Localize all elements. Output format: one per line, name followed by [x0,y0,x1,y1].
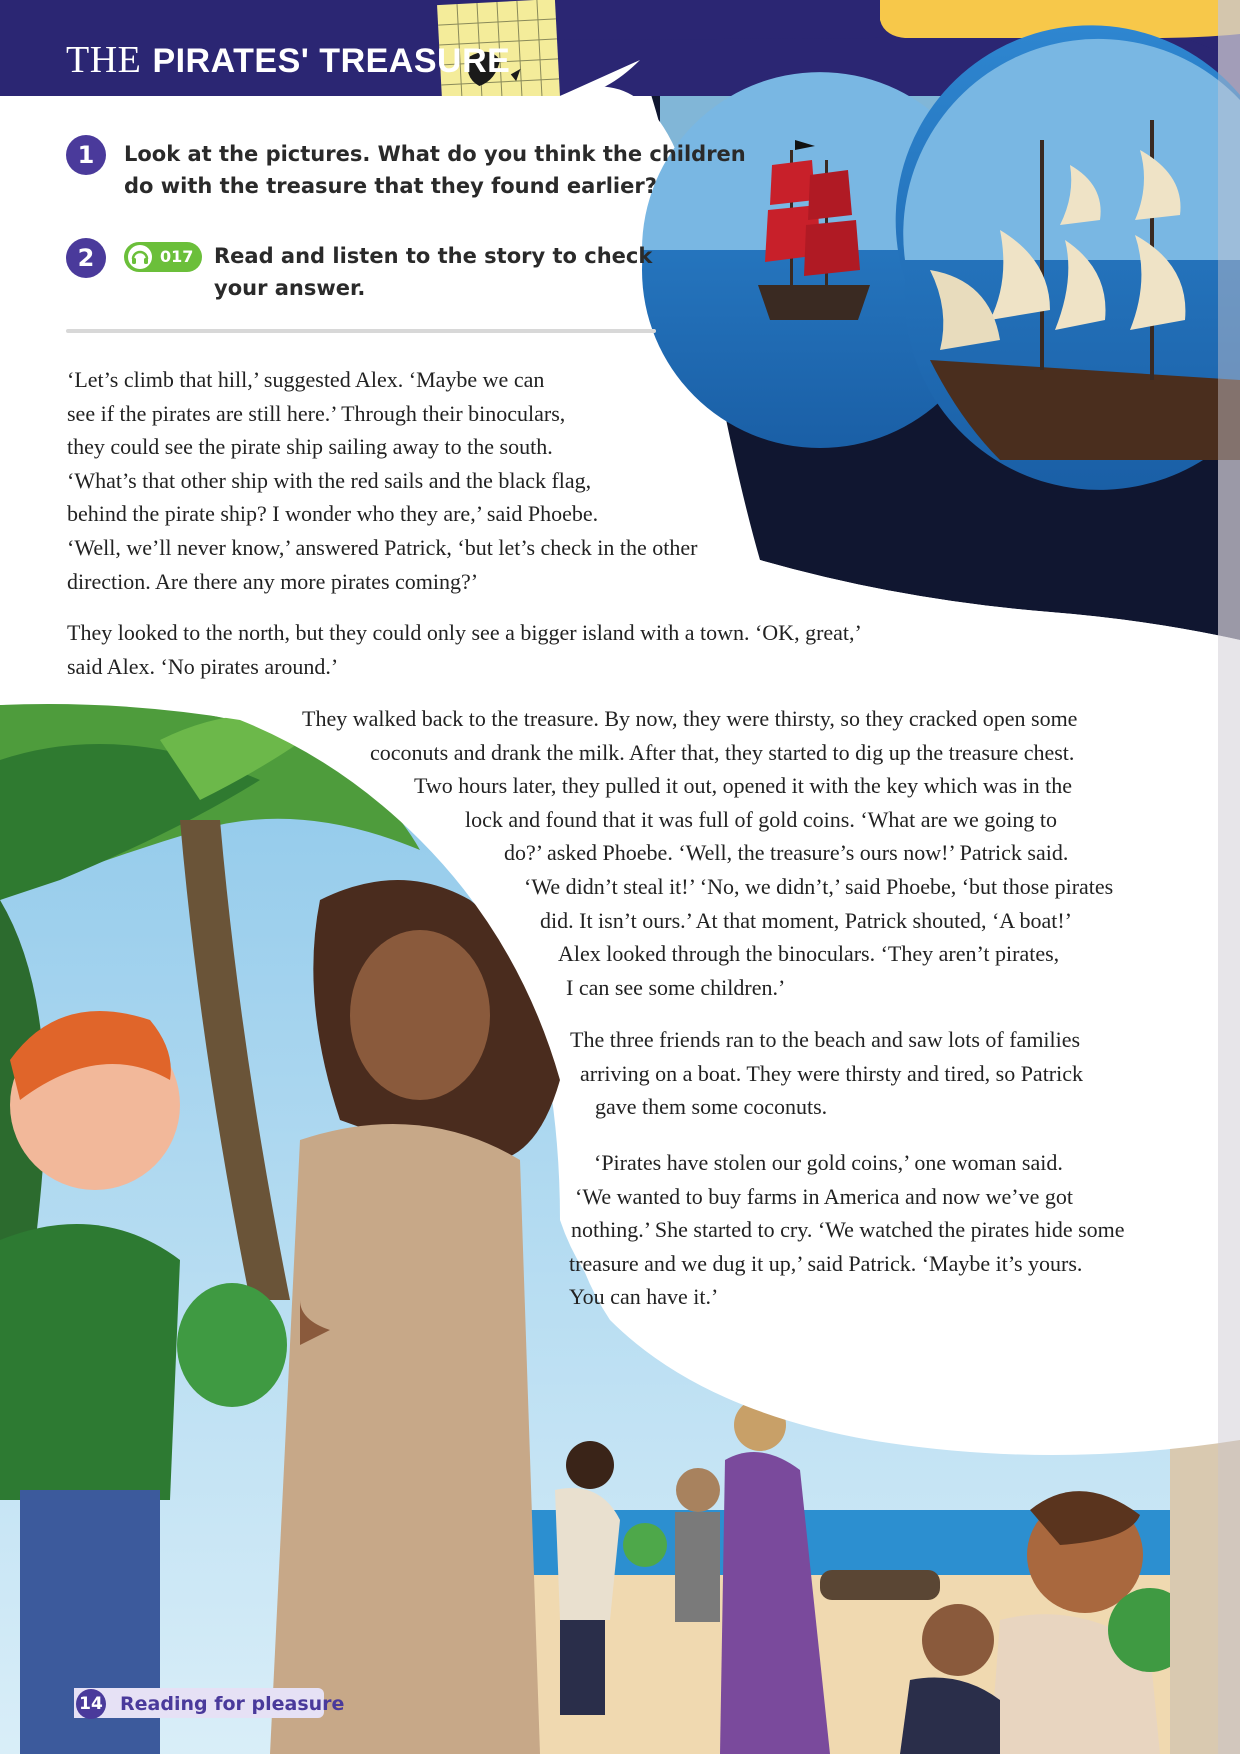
story-line: direction. Are there any more pirates coming?’ [67,569,479,594]
story-line: I can see some children.’ [566,975,786,1000]
story-line: ‘What’s that other ship with the red sails and the black flag, [67,468,592,493]
story-line: The three friends ran to the beach and saw lots of families [570,1027,1081,1052]
story-line: lock and found that it was full of gold coins. ‘What are we going to [465,807,1058,832]
task-number-badge: 1 [66,135,106,175]
audio-track-code: 017 [160,247,194,266]
page-title-part1: THE [66,39,142,81]
task-line: do with the treasure that they found earlier? [124,174,657,198]
story-line: behind the pirate ship? I wonder who they are,’ said Phoebe. [67,501,599,526]
page-title [66,38,510,82]
story-line: treasure and we dug it up,’ said Patrick. ‘Maybe it’s yours. [569,1251,1083,1276]
story-line: They looked to the north, but they could only see a bigger island with a town. ‘OK, great,’ [67,620,862,645]
story-line: ‘Let’s climb that hill,’ suggested Alex. ‘Maybe we can [67,367,545,392]
story-line: said Alex. ‘No pirates around.’ [67,654,339,679]
page-number: 14 [76,1689,106,1719]
story-line: Two hours later, they pulled it out, opened it with the key which was in the [414,773,1073,798]
story-line: ‘We wanted to buy farms in America and now we’ve got [575,1184,1073,1209]
page-title-part2: PIRATES' TREASURE [152,42,511,80]
story-line: ‘We didn’t steal it!’ ‘No, we didn’t,’ said Phoebe, ‘but those pirates [524,874,1114,899]
task-line: your answer. [214,276,366,300]
story-line: ‘Well, we’ll never know,’ answered Patrick, ‘but let’s check in the other [67,535,698,560]
story-line: ‘Pirates have stolen our gold coins,’ one woman said. [594,1150,1063,1175]
boy-picture [0,1011,180,1754]
task-line: Read and listen to the story to check [214,244,653,268]
story-line: arriving on a boat. They were thirsty and tired, so Patrick [580,1061,1084,1086]
story-line: gave them some coconuts. [595,1094,828,1119]
story-line: You can have it.’ [569,1284,719,1309]
story-line: Alex looked through the binoculars. ‘They aren’t pirates, [558,941,1060,966]
task-number-badge: 2 [66,238,106,278]
story-line: nothing.’ She started to cry. ‘We watched the pirates hide some [571,1217,1125,1242]
section-divider [66,329,656,333]
task-2-instruction [214,240,652,304]
story-line: see if the pirates are still here.’ Through their binoculars, [67,401,566,426]
section-label: Reading for pleasure [120,1693,345,1715]
story-line: they could see the pirate ship sailing away to the south. [67,434,553,459]
task-line: Look at the pictures. What do you think the children [124,142,746,166]
story-line: do?’ asked Phoebe. ‘Well, the treasure’s ours now!’ Patrick said. [504,840,1069,865]
story-line: coconuts and drank the milk. After that, they started to dig up the treasure chest. [370,740,1075,765]
audio-track-button[interactable] [124,242,202,272]
story-line: did. It isn’t ours.’ At that moment, Patrick shouted, ‘A boat!’ [540,908,1073,933]
story-line: They walked back to the treasure. By now, they were thirsty, so they cracked open some [302,706,1078,731]
task-1-instruction [124,138,746,202]
coconut-picture [177,1283,287,1407]
headphones-icon [128,245,152,269]
